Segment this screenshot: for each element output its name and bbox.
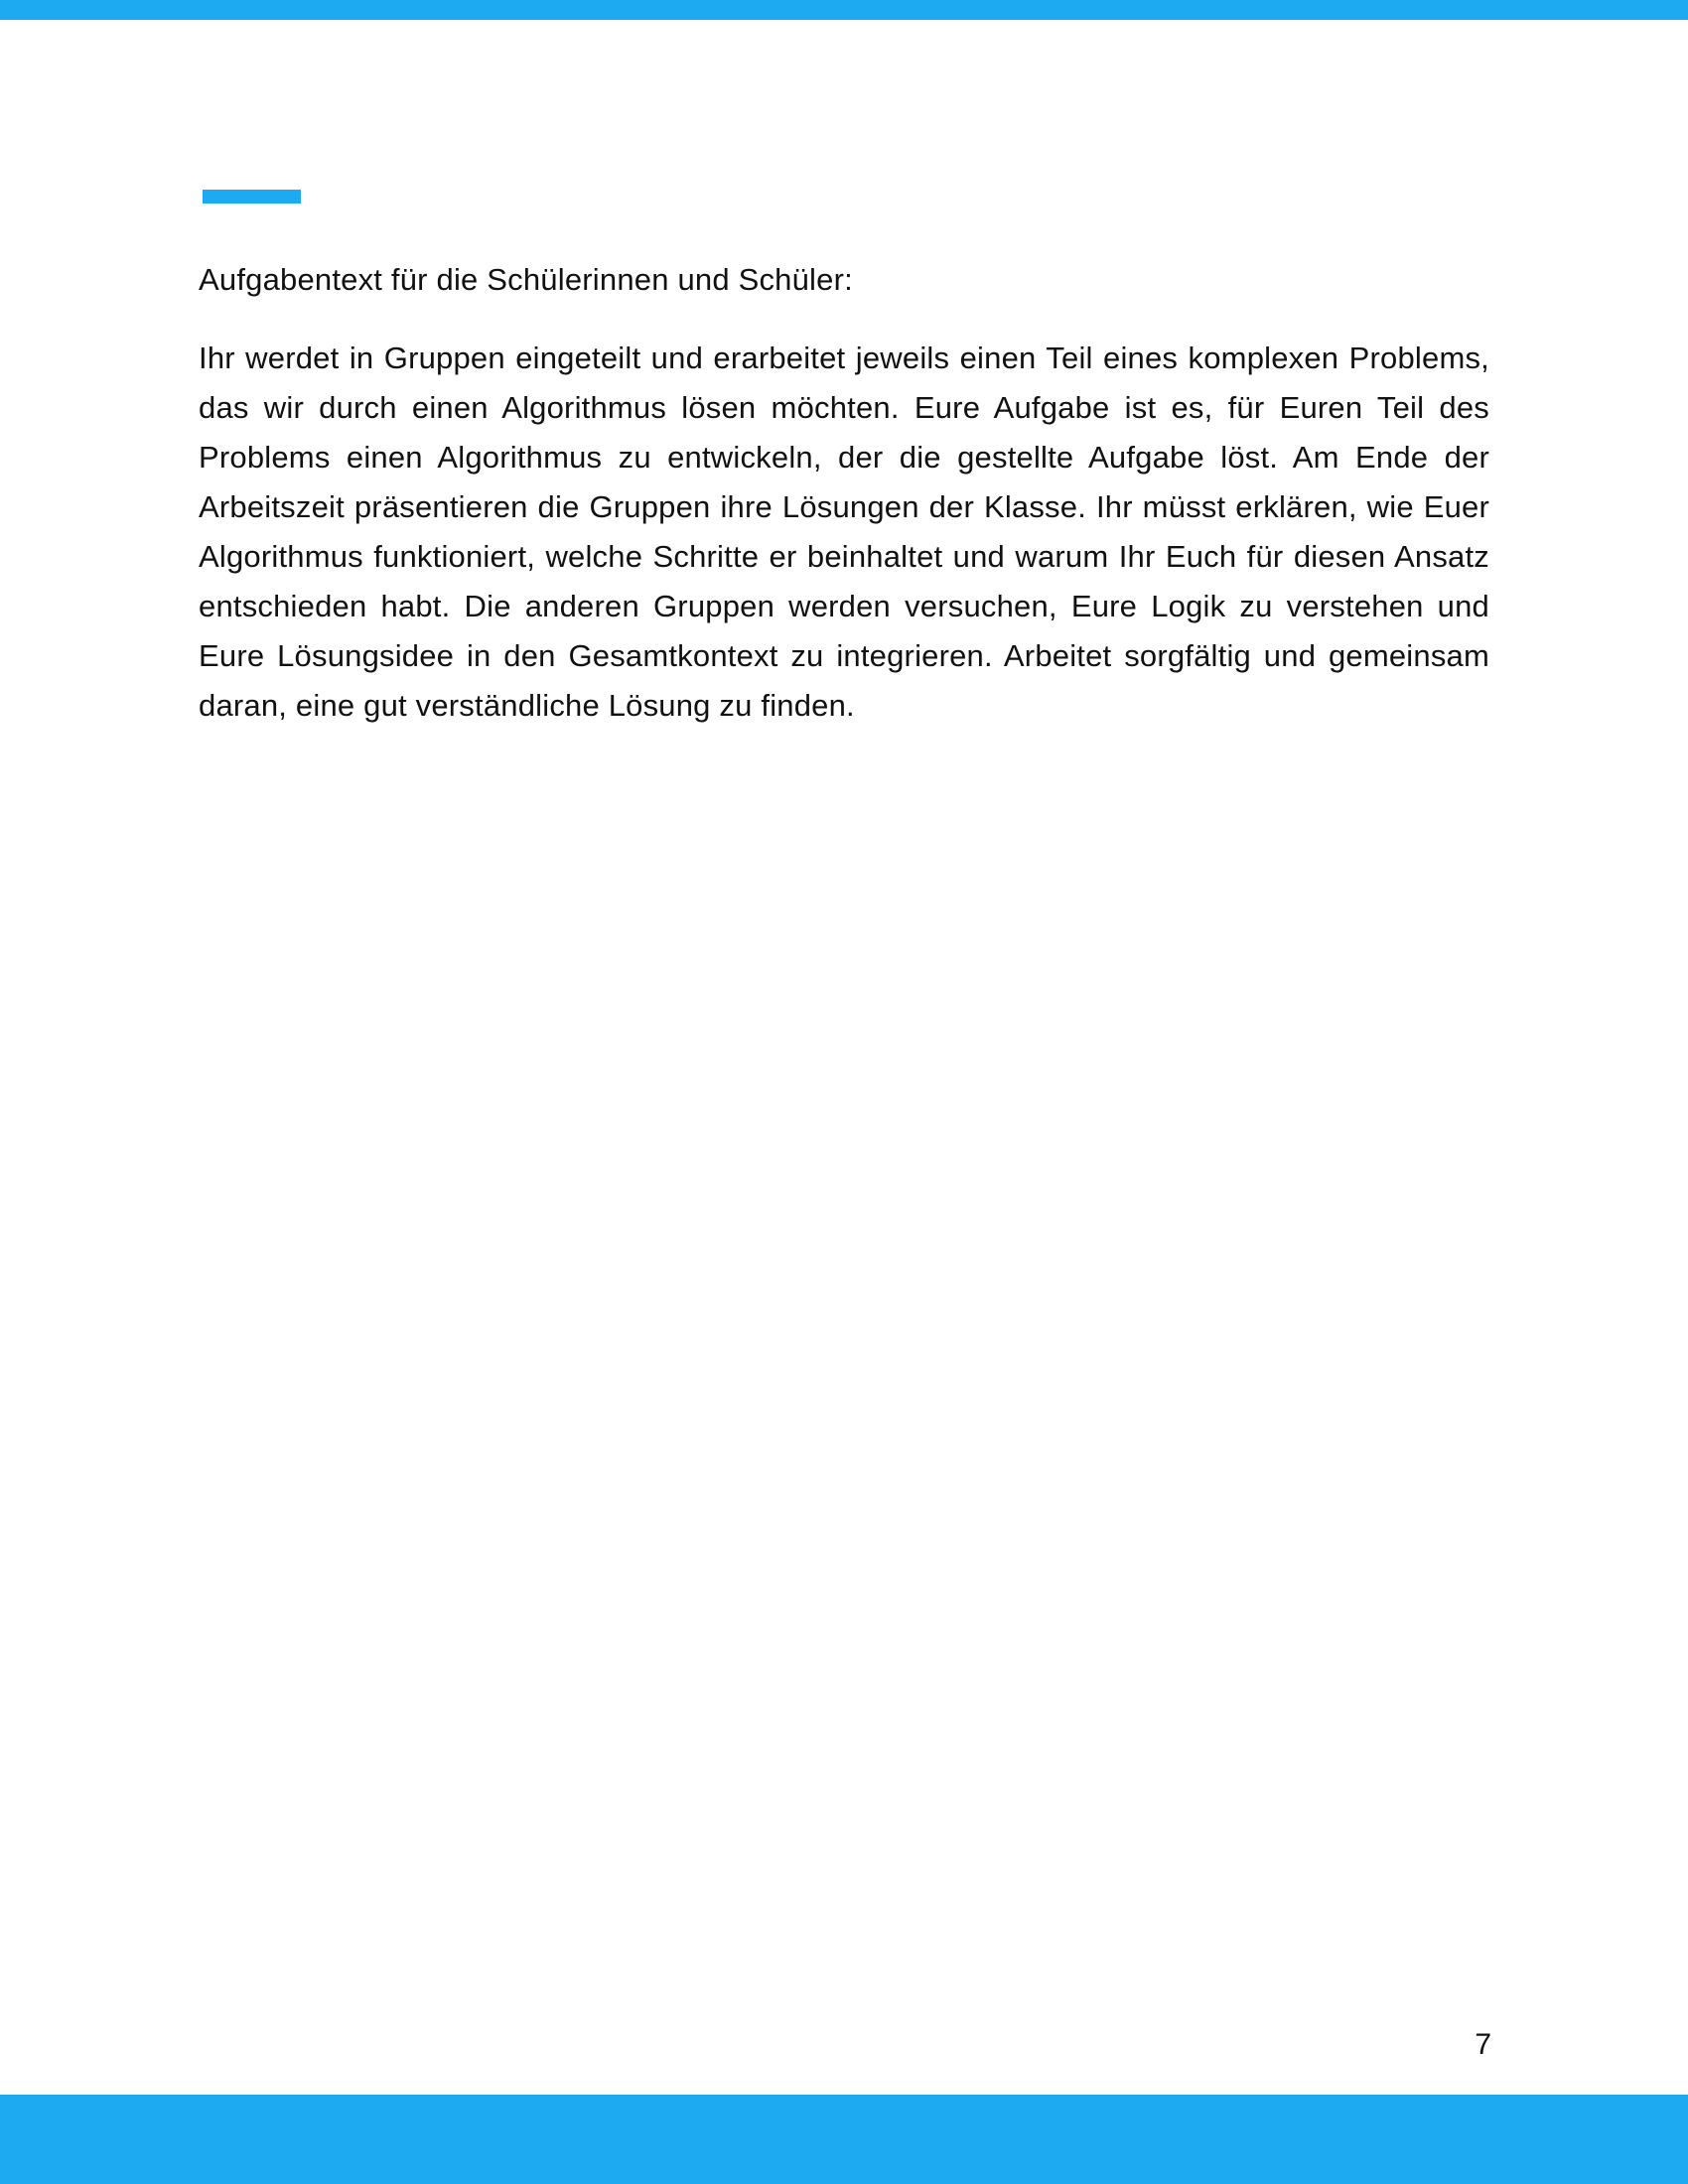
task-description-paragraph: Ihr werdet in Gruppen eingeteilt und erarbeitet jeweils einen Teil eines komplexen Problems, das wir durch einen Algorithmus lösen möchten. Eure Aufgabe ist es, für Euren Teil des Problems einen Algorithmus zu entwickeln, der die gestellte Aufgabe löst. Am Ende der Arbeitszeit präsentieren die Gruppen ihre Lösungen der Klasse. Ihr müsst erklären, wie Euer Algorithmus funktioniert, welche Schritte er beinhaltet und warum Ihr Euch für diesen Ansatz entschieden habt. Die anderen Gruppen werden versuchen, Eure Logik zu verstehen und Eure Lösungsidee in den Gesamtkontext zu integrieren. Arbeitet sorgfältig und gemeinsam daran, eine gut verständliche Lösung zu finden. <box>199 341 1489 723</box>
top-accent-band <box>0 0 1688 20</box>
task-intro-heading: Aufgabentext für die Schülerinnen und Schüler: <box>199 262 853 297</box>
bottom-accent-band <box>0 2095 1688 2184</box>
section-accent-bar <box>203 190 301 204</box>
page-number: 7 <box>1475 2028 1491 2061</box>
